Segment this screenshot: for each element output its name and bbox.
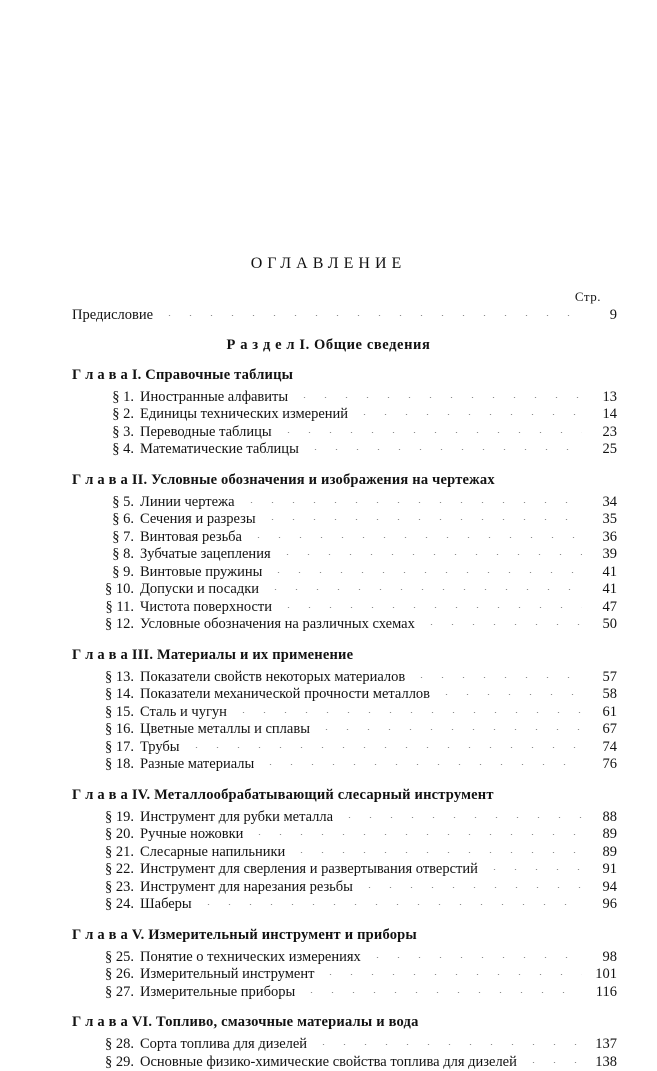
- dot-leader: [301, 992, 582, 993]
- preface-entry-container: [0, 307, 657, 325]
- entry-label: Винтовые пружины: [140, 564, 262, 582]
- dot-leader: [233, 712, 582, 713]
- toc-body: [0, 337, 657, 1071]
- entry-label: Инструмент для рубки металла: [140, 809, 333, 827]
- entry-page-number: 50: [587, 616, 617, 634]
- entry-section-number: § 20.: [104, 826, 134, 844]
- entry-page-number: 98: [587, 949, 617, 967]
- toc-entry[interactable]: [0, 756, 657, 774]
- dot-leader: [320, 974, 582, 975]
- chapter-heading: Г л а в а IV. Металлообрабатывающий слесарный инструмент: [0, 787, 657, 804]
- entry-page-number: 116: [587, 984, 617, 1002]
- section-heading: Р а з д е л I. Общие сведения: [0, 337, 657, 354]
- entry-section-number: § 12.: [104, 616, 134, 634]
- entry-label: Цветные металлы и сплавы: [140, 721, 310, 739]
- toc-entry[interactable]: [0, 879, 657, 897]
- entry-label: Ручные ножовки: [140, 826, 243, 844]
- entry-page-number: 138: [587, 1054, 617, 1071]
- dot-leader: [278, 432, 582, 433]
- entry-page-number: 47: [587, 599, 617, 617]
- chapter-entry-list: [0, 669, 657, 774]
- entry-page-number: 61: [587, 704, 617, 722]
- toc-entry[interactable]: [0, 704, 657, 722]
- entry-page-number: 34: [587, 494, 617, 512]
- toc-entry[interactable]: [0, 861, 657, 879]
- toc-entry[interactable]: [0, 511, 657, 529]
- entry-page-number: 74: [587, 739, 617, 757]
- entry-label: Разные материалы: [140, 756, 254, 774]
- chapter-heading: Г л а в а VI. Топливо, смазочные материалы и вода: [0, 1014, 657, 1031]
- entry-page-number: 13: [587, 389, 617, 407]
- entry-page-number: 89: [587, 826, 617, 844]
- entry-label: Сталь и чугун: [140, 704, 227, 722]
- entry-section-number: § 22.: [104, 861, 134, 879]
- dot-leader: [262, 519, 582, 520]
- toc-entry[interactable]: [0, 686, 657, 704]
- preface-page: 9: [587, 307, 617, 325]
- toc-entry[interactable]: [0, 616, 657, 634]
- entry-label: Инструмент для сверления и развертывания отверстий: [140, 861, 478, 879]
- dot-leader: [186, 747, 582, 748]
- entry-section-number: § 25.: [104, 949, 134, 967]
- dot-leader: [291, 852, 582, 853]
- chapter-entry-list: [0, 949, 657, 1002]
- dot-leader: [260, 764, 582, 765]
- entry-label: Математические таблицы: [140, 441, 299, 459]
- entry-section-number: § 4.: [104, 441, 134, 459]
- entry-label: Линии чертежа: [140, 494, 235, 512]
- entry-label: Чистота поверхности: [140, 599, 272, 617]
- dot-leader: [313, 1044, 582, 1045]
- chapter-entry-list: [0, 389, 657, 459]
- toc-entry[interactable]: [0, 809, 657, 827]
- entry-section-number: § 5.: [104, 494, 134, 512]
- entry-section-number: § 10.: [104, 581, 134, 599]
- toc-entry[interactable]: [0, 546, 657, 564]
- entry-label: Сорта топлива для дизелей: [140, 1036, 307, 1054]
- toc-entry[interactable]: [0, 949, 657, 967]
- toc-entry[interactable]: [0, 984, 657, 1002]
- toc-entry[interactable]: [0, 1036, 657, 1054]
- entry-label: Трубы: [140, 739, 180, 757]
- toc-entry[interactable]: [0, 844, 657, 862]
- entry-section-number: § 11.: [104, 599, 134, 617]
- chapter-heading: Г л а в а II. Условные обозначения и изображения на чертежах: [0, 472, 657, 489]
- toc-entry[interactable]: [0, 529, 657, 547]
- entry-page-number: 89: [587, 844, 617, 862]
- preface-row: [72, 307, 657, 325]
- entry-page-number: 101: [587, 966, 617, 984]
- toc-entry[interactable]: [0, 564, 657, 582]
- entry-page-number: 76: [587, 756, 617, 774]
- dot-leader: [241, 502, 582, 503]
- entry-section-number: § 23.: [104, 879, 134, 897]
- entry-label: Допуски и посадки: [140, 581, 259, 599]
- entry-section-number: § 17.: [104, 739, 134, 757]
- entry-label: Измерительный инструмент: [140, 966, 314, 984]
- entry-label: Показатели механической прочности металлов: [140, 686, 430, 704]
- dot-leader: [354, 414, 582, 415]
- toc-entry[interactable]: [0, 494, 657, 512]
- dot-leader: [305, 449, 582, 450]
- toc-entry[interactable]: [0, 826, 657, 844]
- dot-leader: [339, 817, 582, 818]
- entry-section-number: § 16.: [104, 721, 134, 739]
- toc-entry[interactable]: [0, 739, 657, 757]
- entry-page-number: 35: [587, 511, 617, 529]
- entry-section-number: § 6.: [104, 511, 134, 529]
- entry-label: Сечения и разрезы: [140, 511, 256, 529]
- entry-section-number: § 29.: [104, 1054, 134, 1071]
- entry-label: Основные физико-химические свойства топлива для дизелей: [140, 1054, 517, 1071]
- entry-section-number: § 2.: [104, 406, 134, 424]
- entry-page-number: 57: [587, 669, 617, 687]
- entry-label: Шаберы: [140, 896, 192, 914]
- entry-label: Понятие о технических измерениях: [140, 949, 361, 967]
- entry-section-number: § 7.: [104, 529, 134, 547]
- toc-entry[interactable]: [0, 424, 657, 442]
- entry-section-number: § 13.: [104, 669, 134, 687]
- dot-leader: [421, 624, 582, 625]
- entry-label: Винтовая резьба: [140, 529, 242, 547]
- preface-label: Предисловие: [72, 307, 153, 325]
- entry-page-number: 91: [587, 861, 617, 879]
- toc-entry[interactable]: [0, 389, 657, 407]
- toc-entry[interactable]: [0, 599, 657, 617]
- entry-section-number: § 26.: [104, 966, 134, 984]
- entry-section-number: § 28.: [104, 1036, 134, 1054]
- entry-label: Зубчатые зацепления: [140, 546, 271, 564]
- toc-entry[interactable]: [0, 441, 657, 459]
- entry-page-number: 39: [587, 546, 617, 564]
- page-column-header: Стр.: [0, 289, 657, 305]
- dot-leader: [277, 554, 582, 555]
- entry-section-number: § 1.: [104, 389, 134, 407]
- entry-label: Переводные таблицы: [140, 424, 272, 442]
- entry-section-number: § 14.: [104, 686, 134, 704]
- dot-leader: [159, 315, 582, 316]
- chapter-heading: Г л а в а I. Справочные таблицы: [0, 367, 657, 384]
- entry-section-number: § 21.: [104, 844, 134, 862]
- chapter-heading: Г л а в а III. Материалы и их применение: [0, 647, 657, 664]
- toc-entry[interactable]: [0, 1054, 657, 1071]
- dot-leader: [265, 589, 582, 590]
- dot-leader: [248, 537, 582, 538]
- entry-page-number: 41: [587, 581, 617, 599]
- chapter-heading: Г л а в а V. Измерительный инструмент и приборы: [0, 927, 657, 944]
- dot-leader: [294, 397, 582, 398]
- entry-section-number: § 19.: [104, 809, 134, 827]
- toc-entry[interactable]: [0, 721, 657, 739]
- entry-page-number: 36: [587, 529, 617, 547]
- dot-leader: [198, 904, 582, 905]
- toc-entry[interactable]: [0, 581, 657, 599]
- entry-label: Инструмент для нарезания резьбы: [140, 879, 353, 897]
- page-title: ОГЛАВЛЕНИЕ: [0, 255, 657, 273]
- entry-section-number: § 24.: [104, 896, 134, 914]
- entry-section-number: § 15.: [104, 704, 134, 722]
- entry-label: Иностранные алфавиты: [140, 389, 288, 407]
- entry-page-number: 25: [587, 441, 617, 459]
- entry-section-number: § 18.: [104, 756, 134, 774]
- entry-page-number: 96: [587, 896, 617, 914]
- entry-page-number: 137: [587, 1036, 617, 1054]
- entry-label: Условные обозначения на различных схемах: [140, 616, 415, 634]
- entry-page-number: 58: [587, 686, 617, 704]
- toc-entry[interactable]: [0, 966, 657, 984]
- entry-section-number: § 9.: [104, 564, 134, 582]
- chapter-entry-list: [0, 494, 657, 634]
- entry-section-number: § 27.: [104, 984, 134, 1002]
- dot-leader: [436, 694, 582, 695]
- dot-leader: [411, 677, 582, 678]
- entry-label: Измерительные приборы: [140, 984, 295, 1002]
- entry-page-number: 23: [587, 424, 617, 442]
- entry-page-number: 88: [587, 809, 617, 827]
- entry-label: Единицы технических измерений: [140, 406, 348, 424]
- toc-entry[interactable]: [0, 406, 657, 424]
- chapter-entry-list: [0, 809, 657, 914]
- dot-leader: [523, 1062, 582, 1063]
- entry-page-number: 41: [587, 564, 617, 582]
- chapter-entry-list: [0, 1036, 657, 1071]
- entry-page-number: 67: [587, 721, 617, 739]
- entry-label: Слесарные напильники: [140, 844, 285, 862]
- dot-leader: [316, 729, 582, 730]
- toc-entry[interactable]: [0, 669, 657, 687]
- entry-label: Показатели свойств некоторых материалов: [140, 669, 405, 687]
- entry-section-number: § 8.: [104, 546, 134, 564]
- entry-section-number: § 3.: [104, 424, 134, 442]
- entry-page-number: 94: [587, 879, 617, 897]
- dot-leader: [367, 957, 582, 958]
- dot-leader: [278, 607, 582, 608]
- dot-leader: [359, 887, 582, 888]
- dot-leader: [484, 869, 582, 870]
- dot-leader: [268, 572, 582, 573]
- toc-entry[interactable]: [0, 896, 657, 914]
- dot-leader: [249, 834, 582, 835]
- entry-page-number: 14: [587, 406, 617, 424]
